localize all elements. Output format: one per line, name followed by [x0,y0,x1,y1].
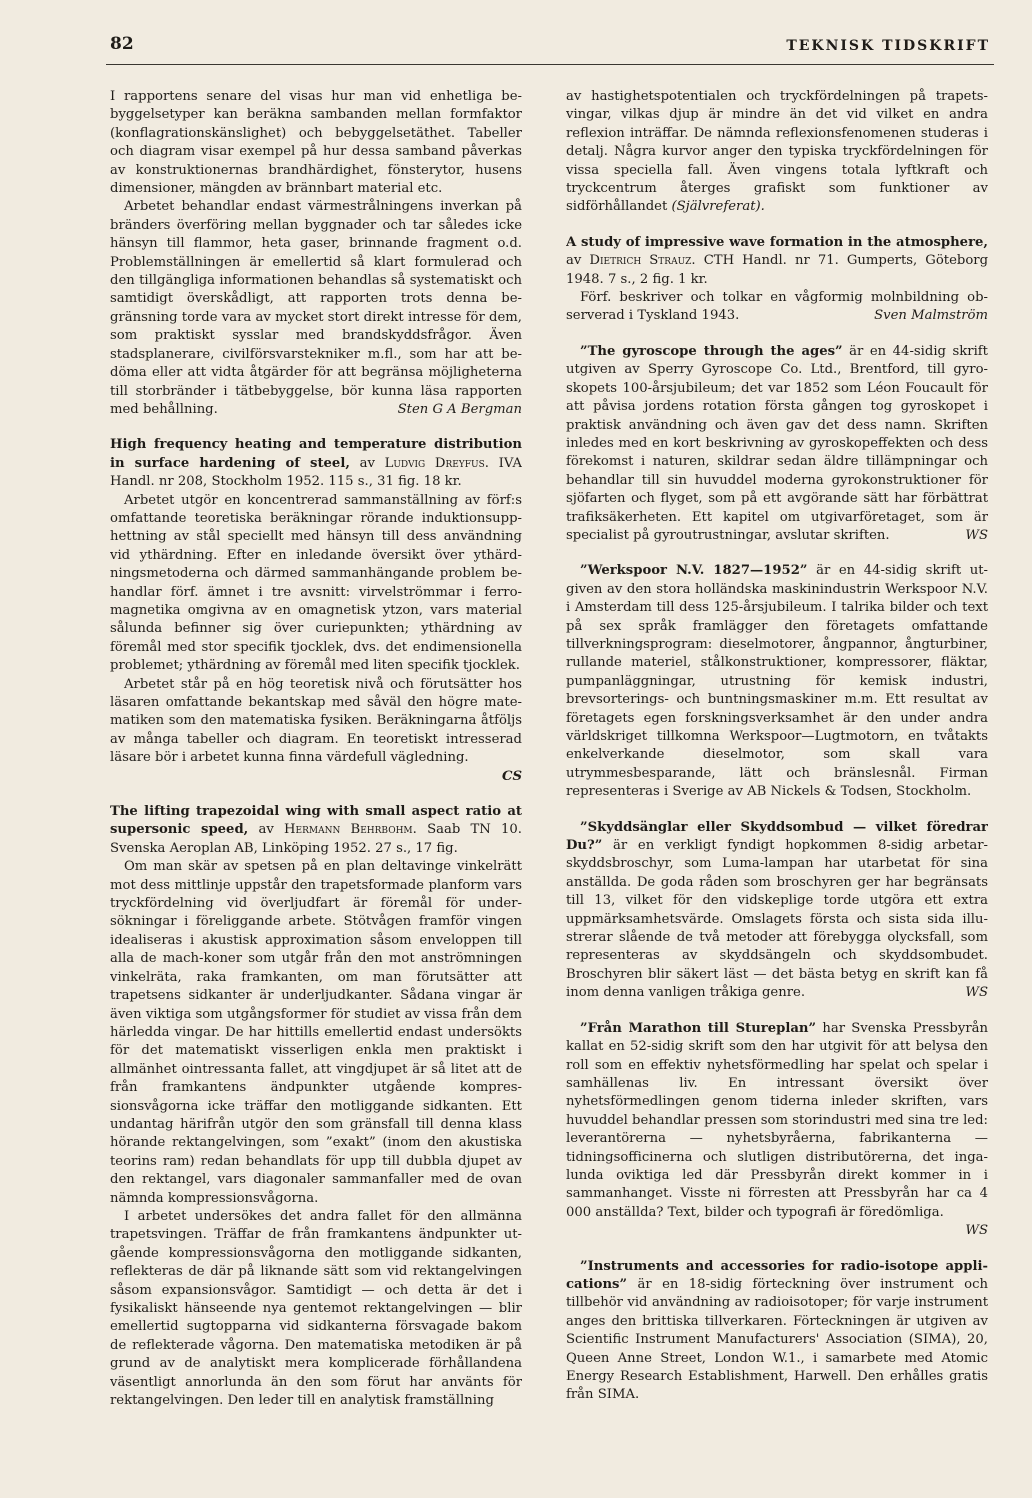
review-signature: WS [965,985,988,1001]
review-heading [110,803,522,858]
review-text: är en 18-sidig förteckning över instrument och tillbehör vid användning av radioisotoper; för varje instrument anges den brittiska tillverkaren. Förteckningen är utgiven av Scientific Instrument Manufacturers' Association (SIMA), 20, Queen Anne Street, London W.1., i samarbete med Atomic Energy Research Establishment, Harwell. Den erhålles gratis från SIMA. [566,1276,988,1403]
review-heading [110,436,522,491]
review-title: ”Skyddsänglar eller Skyddsombud — vilket föredrar Du?” [566,819,988,854]
review-paragraph: Arbetet utgör en koncentrerad sammanställning av förf:s omfattande teoretiska beräkningar rörande induktionsupphettning av stål speciellt med hänsyn till dess användning vid ythärdning. Efter en inledande översikt över ythärdningsmetoderna och därmed sammanhängande problem behandlar förf. ämnet i tre avsnitt: virvelströmmar i ferromagnetika omgivna av en omagnetisk ytzon, vars material sålunda befinner sig över curiepunkten; ythärdning av föremål med stor specifik tjocklek, dvs. det endimensionella problemet; ythärdning av föremål med liten specifik tjocklek. [110,492,522,674]
review-paragraph [566,562,988,801]
review-author: Dietrich Strauz. [589,253,696,269]
review-citation: Saab TN 10. Svenska Aeroplan AB, Linköping 1952. 27 s., 17 fig. [110,822,522,856]
review-text: har Svenska Pressbyrån kallat en 52-sidig skrift som den har utgivit för att belysa den roll som en effektiv nyhetsförmedling har spelat och spelar i samhällenas liv. En intressant översikt över nyhetsförmedlingen genom tiderna inleder skriften, vars huvuddel behandlar pressen som storindustri med sina tre led: leverantörerna — nyhetsbyråerna, fabrikanterna — tidningsofficinerna och slutligen distributörerna, det ingalunda oviktiga led där Pressbyrån direkt kommer in i sammanhanget. Visste ni förresten att Pressbyrån har ca 4 000 anställda? Text, bilder och typografi är föredömliga. [566,1020,988,1220]
review-paragraph: Arbetet står på en hög teoretisk nivå och förutsätter hos läsaren omfattande bekantskap med såväl den högre matematiken som den matematiska fysiken. Beräkningarna åtföljs av många tabeller och diagram. En teoretiskt intresserad läsare bör i arbetet kunna finna värdefull vägledning. [110,676,522,766]
review-paragraph: I arbetet undersökes det andra fallet för den allmänna trapetsvingen. Träffar de från framkantens ändpunkter utgående kompressionsvågorna den motliggande sidkanten, reflekteras de där på liknande sätt som vid rektangelvingen såsom expansionsvågor. Samtidigt — och detta är det i fysikaliskt hänseende nya gentemot rektangelvingen — blir emellertid sugtopparna vid sidkanterna försvagade bakom de reflekterade vågorna. Den matematiska metodiken är på grund av de analytiskt mera komplicerade förhållandena väsentligt annorlunda än den som förut har använts för rektangelvingen. Den leder till en analytisk framställning [110,1208,522,1409]
page-number: 82 [110,34,134,54]
review-title: ”Instruments and accessories for radio-isotope applications” [566,1258,988,1292]
review-signature: WS [965,1223,988,1239]
review-paragraph [566,1020,988,1222]
left-column [110,88,522,1488]
review-title: ”The gyroscope through the ages” [580,343,843,359]
intro-paragraph: Arbetet behandlar endast värmestrålningens inverkan på bränders överföring mellan byggnader och tar således icke hänsyn till flammor, heta gaser, brinnande fragment o.d. Problemställningen är emellertid så klart formulerad och den tillgängliga informationen behandlas så systematiskt och samtidigt överskådligt, att rapporten trots denna begränsning torde vara av mycket stort direkt intresse för dem, som praktiskt sysslar med brandskyddsfrågor. Även stadsplanerare, civilförsvarstekniker m.fl., som har att bedöma eller att vidta åtgärder för att begränsa möjligheterna till storbränder i tätbebyggelse, bör kunna läsa rapporten med behållning. [110,199,522,417]
page-header [106,34,994,65]
review-paragraph [566,819,988,1003]
review-paragraph [566,289,988,326]
intro-paragraph: I rapportens senare del visas hur man vid enhetliga bebyggelsetyper kan beräkna sambanden mellan formfaktor (konflagrationskänslighet) och bebyggelsetäthet. Tabeller och diagram visar exempel på hur dessa samband påverkas av konstruktionernas brandhärdighet, fönsterytor, husens dimensioner, mängden av brännbart material etc. [110,89,522,197]
review-text: är en 44-sidig skrift utgiven av den stora holländska maskinindustrin Werkspoor N.V. i Amsterdam till dess 125-årsjubileum. I talrika bilder och text på sex språk framlägger den företagets omfattande tillverkningsprogram: dieselmotorer, ångpannor, ångturbiner, rullande materiel, stålkonstruktioner, kompressorer, fläktar, pumpanläggningar, utrustning för kemisk industri, brevsorterings- och buntningsmaskiner m.m. Ett resultat av företagets egen forskningsverksamhet är den under andra världskriget tillkomna Werkspoor—Lugtmotorn, en tvåtakts enkelverkande dieselmotor, som skall vara utrymmesbesparande, lätt och bränslesnål. Firman representeras i Sverige av AB Nickels & Todsen, Stockholm. [566,563,988,800]
review-signature: Sven Malmström [874,308,988,324]
review-title: ”Werkspoor N.V. 1827—1952” [580,563,808,579]
review-title: The lifting trapezoidal wing with small aspect ratio at supersonic speed, [110,804,522,838]
review-text: Förf. beskriver och tolkar en vågformig molnbildning observerad i Tyskland 1943. [566,290,988,324]
review-byline: av [359,455,375,471]
review-author: Hermann Behrbohm. [284,822,417,838]
review-paragraph: Om man skär av spetsen på en plan deltavinge vinkelrätt mot dess mittlinje uppstår den trapetsformade planform vars tryckfördelning vid överljudfart är föremål för undersökningar i föreliggande arbete. Stötvågen framför vingen idealiseras i akustisk approximation såsom enveloppen till alla de mach-koner som utgår från den mot anströmningen vinkelräta, raka framkanten, om man förutsätter att trapetsens sidkanter är underljudkanter. Sådana vingar är även viktiga som utgångsformer för studiet av vissa från dem härledda vingar. De har hittills emellertid endast undersökts för det matematiskt visserligen enkla men praktiskt i allmänhet ointressanta fallet, att vingdjupet är så litet att de från framkantens ändpunkter utgående kompressionsvågorna icke träffar den motliggande sidkanten. Ett undantag härifrån utgör den som gränsfall till denna klass hörande rektangelvingen, som ”exakt” (inom den akustiska teorins ram) redan behandlats för upp till dubbla djupet av den rektangel, vars diagonaler sammanfaller med de ovan nämnda kompressionsvågorna. [110,859,522,1206]
right-column [566,88,988,1488]
continuation-paragraph [566,88,988,217]
review-citation: IVA Handl. nr 208, Stockholm 1952. 115 s., 31 fig. 18 kr. [110,455,522,490]
review-signature: (Självreferat). [671,199,765,215]
review-paragraph [566,343,988,545]
review-signature: CS [501,768,522,784]
review-title: ”Från Marathon till Stureplan” [580,1020,817,1036]
review-signature: Sten G A Bergman [397,401,522,417]
review-paragraph [566,1258,988,1405]
review-text: är en verkligt fyndigt hopkommen 8-sidig arbetarskyddsbroschyr, som Luma-lampan har utarbetat för sina anställda. De goda råden som broschyren ger har begränsats till 13, vilket för den vidskeplige torde utgöra ett extra uppmärksamhetsvärde. Omslagets första och sista sida illustrerar slående de två metoder att förebygga olycksfall, som representeras av skyddsängeln och skyddsombudet. Broschyren blir säkert läst — det bästa betyg en skrift kan få inom denna vanligen tråkiga genre. [566,838,988,1001]
review-byline: av [566,253,582,269]
review-signature: WS [965,527,988,543]
review-byline: av [258,822,274,838]
review-title: A study of impressive wave formation in the atmosphere, [566,234,988,250]
review-author: Ludvig Dreyfus. [384,455,489,471]
review-text: är en 44-sidig skrift utgiven av Sperry Gyroscope Co. Ltd., Brentford, till gyroskopets 100-årsjubileum; det var 1852 som Léon Foucault för att påvisa jordens rotation första gången tog gyroskopet i praktisk användning och även gav det dess namn. Skriften inledes med en kort beskrivning av gyroskopeffekten och dess förekomst i naturen, skildrar sedan äldre tillämpningar och behandlar till sin huvuddel moderna gyrokonstruktioner för sjöfarten och flyget, som på ett avgörande sätt har förbättrat trafiksäkerheten. Ett kapitel om utgivarföretaget, som är specialist på gyroutrustningar, avslutar skriften. [566,343,988,543]
review-citation: CTH Handl. nr 71. Gumperts, Göteborg 1948. 7 s., 2 fig. 1 kr. [566,253,988,287]
review-heading [566,234,988,289]
continuation-text: av hastighetspotentialen och tryckfördelningen på trapetsvingar, vilkas djup är mindre än det vid vilket en andra reflexion inträffar. De nämnda reflexionsfenomenen studeras i detalj. Några kurvor anger den typiska tryckfördelningen för vissa speciella fall. Även vingens totala lyftkraft och tryckcentrum återges grafiskt som funktioner av sidförhållandet [566,89,988,215]
journal-title: TEKNISK TIDSKRIFT [786,38,990,54]
review-title: High frequency heating and temperature distribution in surface hardening of steel, [110,437,522,471]
